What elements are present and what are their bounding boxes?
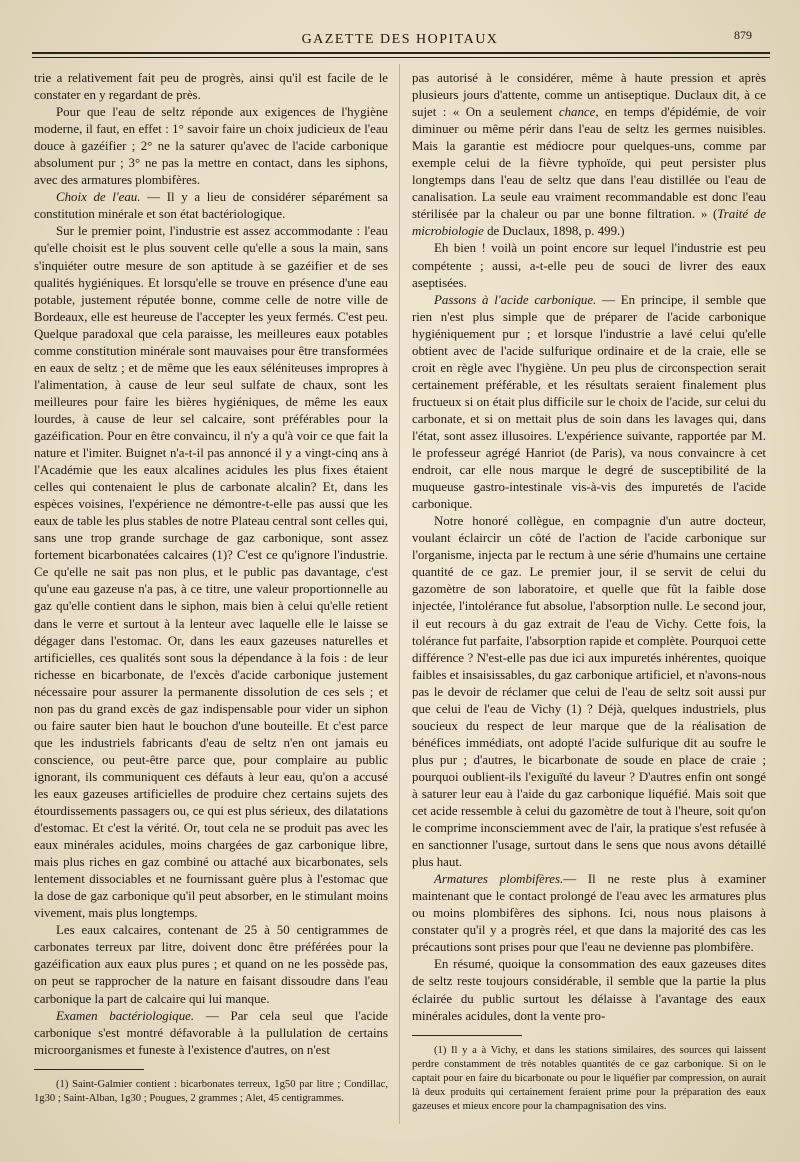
footnote-rule bbox=[412, 1035, 522, 1036]
paragraph: Pour que l'eau de seltz réponde aux exigences de l'hygiène moderne, il faut, en effet : 1° savoir faire un choix judicieux de l'eau douce à gazéifier ; 2° ne la saturer qu'avec de l'acide carbonique absolument pur ; 3° ne pas la mettre en contact, dans les siphons, avec des armatures plombifères. bbox=[34, 105, 388, 188]
paragraph-text: — En principe, il semble que rien n'est plus simple que de préparer de l'acide carbonique hygiéniquement pur ; et lorsque l'industrie a lavé celui qu'elle obtient avec de l'acide sulfurique ordinaire et de la craie, elle se croit en règle avec l'hygiène. Un peu plus de circonspection serait certainement préférable, et les résultats seraient finalement plus fructueux si on était plus difficile sur le choix de l'acide, sur celui du carbonate, et si on mettait plus de soin dans les lavages qui, dans l'état, sont assez illusoires. L'expérience suivante, rapportée par M. le professeur agrégé Hanriot (de Paris), va nous convaincre à cet endroit, car elle nous marque le degré de susceptibilité de la muqueuse gastro-intestinale vis-à-vis des impuretés de l'acide carbonique. bbox=[412, 292, 766, 512]
emphasis: chance bbox=[558, 105, 596, 120]
footnote: (1) Saint-Galmier contient : bicarbonates terreux, 1g50 par litre ; Condillac, 1g30 ; Saint-Alban, 1g30 ; Pougues, 2 grammes ; Alet, 45 centigrammes. bbox=[34, 1078, 388, 1104]
paragraph: trie a relativement fait peu de progrès, ainsi qu'il est facile de le constater en y regardant de près. bbox=[34, 71, 388, 103]
paragraph-text: de Duclaux, 1898, p. 499.) bbox=[483, 224, 625, 239]
paragraph-text: — Il ne reste plus à examiner maintenant que le contact prolongé de l'eau avec les armatures plus ou moins plombifères des siphons. Ici, nous nous plaisons à constater qu'il y a progrès réel, et que dans la majorité des cas les précautions sont prises pour que l'eau ne devienne pas plombifère. bbox=[412, 872, 766, 955]
paragraph bbox=[412, 292, 766, 514]
section-heading: Passons à l'acide carbonique. bbox=[434, 292, 597, 307]
footnote-rule bbox=[34, 1069, 144, 1070]
citation-title: Traité de microbiologie bbox=[412, 207, 766, 239]
header-rule-thick bbox=[32, 52, 770, 54]
paragraph: Les eaux calcaires, contenant de 25 à 50 centigrammes de carbonates terreux par litre, doivent donc être préférées pour la gazéification aux eaux plus pures ; et quand on ne les possède pas, on peut se rapprocher de la nature en faisant dissoudre dans l'eau carbonique la part de calcaire qui lui manque. bbox=[34, 923, 388, 1006]
page-title: GAZETTE DES HOPITAUX bbox=[301, 32, 499, 47]
paragraph-text: — Il y a lieu de considérer séparément sa constitution minérale et son état bactériologique. bbox=[34, 190, 388, 222]
paragraph: En résumé, quoique la consommation des eaux gazeuses dites de seltz reste toujours considérable, il semble que la partie la plus éclairée du public surtout les délaisse à l'avantage des eaux minérales acidules, dont la vente pro- bbox=[412, 957, 766, 1023]
paragraph: Sur le premier point, l'industrie est assez accommodante : l'eau qu'elle choisit est le plus souvent celle qu'elle a sous la main, sans s'inquiéter outre mesure de son aptitude à se gazéifier et de ses qualités hygiéniques. Et lorsqu'elle se trouve en présence d'une eau potable, justement réputée bonne, comme celle de notre ville de Bordeaux, elle est heureuse de l'accepter les yeux fermés. C'est peu. Quelque paradoxal que cela paraisse, les meilleures eaux potables comme constitution minérale sont mauvaises pour être transformées en eaux de seltz ; et de même que les eaux séléniteuses impropres à l'alimentation, à cause de leur seul sulfate de chaux, sont les meilleures pour faire les bières hygiéniques, de même les eaux lourdes, à cause de leur sel calcaire, sont préférables pour la gazéification. Pour en être convaincu, il n'y a qu'à voir ce que fait la nature et l'imiter. Buignet n'a-t-il pas annoncé il y a vingt-cinq ans à l'Académie que les eaux alcalines acidules les plus fixes étaient celles qui contenaient le plus de carbonate alcalin? Et, dans les espèces voisines, l'expérience ne démontre-t-elle pas aussi que les eaux de table les plus stables de notre Plateau central sont celles qui, sans une trop grande surchage de gaz carbonique, sont assez fortement bicarbonatées calcaires (1)? C'est ce qu'ignore l'industrie. Ce qu'elle ne sait pas non plus, et le public pas davantage, c'est qu'une eau gazeuse n'a pas, à ce titre, une valeur proportionnelle au gaz qu'elle contient dans le siphon, mais bien à celui qu'elle retient dans le verre et surtout à la lenteur avec laquelle elle le laisse se dégager dans l'estomac. Or, dans les eaux gazeuses naturelles et artificielles, ces qualités sont sous la dépendance à la fois : de leur richesse en bicarbonate, de l'excès d'acide carbonique justement nécessaire pour assurer la permanente dissolution de ces sels ; et non pas du grand excès de gaz indispensable pour vider un siphon ou faire sauter bien haut le bouchon d'une bouteille. Et c'est parce que les industriels fabricants d'eau de seltz n'en ont jamais eu conscience, ou peut-être parce que, pour complaire au public ignorant, ils communiquent ces défauts à leur eau, qu'on a accusé les eaux gazeuses artificielles de produire chez certains sujets des étourdissements passagers ou, ce qui est plus sérieux, des dilatations d'estomac. Et c'est la vérité. Or, tout cela ne se produit pas avec les eaux minérales acidules, moins chargées de gaz carbonique libre, mais plus riches en gaz combiné ou attaché aux bicarbonates, sels lentement dissociables et ne fournissant guère plus à l'estomac que la dose de gaz carbonique qu'il peut absorber, en le stimulant moins vivement, mais plus longtemps. bbox=[34, 224, 388, 921]
left-column bbox=[34, 70, 388, 1106]
paragraph-text: , en temps d'épidémie, de voir diminuer ou même périr dans l'eau de seltz les germes nuisibles. Mais la garantie est médiocre pour quelques-uns, comme par exemple celui de la fièvre typhoïde, qui peut persister plus longtemps dans l'eau de seltz que dans l'eau distillée ou l'eau de canalisation. La seule eau vraiment recommandable est donc l'eau stérilisée par la chaleur ou par une bonne filtration. » ( bbox=[412, 105, 766, 222]
footnote: (1) Il y a à Vichy, et dans les stations similaires, des sources qui laissent perdre constamment de très notables quantités de ce gaz carbonique. Si on le captait pour en faire du bicarbonate ou pour le liquéfier par compression, on aurait là deux produits qui certainement feraient prime pour la préparation des eaux gazeuses et mieux encore pour la champagnisation des vins. bbox=[412, 1044, 766, 1113]
section-heading: Armatures plombifères. bbox=[434, 872, 564, 887]
paragraph bbox=[412, 871, 766, 956]
header-rule-thin bbox=[32, 57, 770, 58]
column-separator bbox=[399, 64, 400, 1124]
paragraph: Notre honoré collègue, en compagnie d'un autre docteur, voulant éclaircir un côté de l'action de l'acide carbonique sur l'organisme, injecta par le rectum à une série d'humains une certaine quantité de ce gaz. Le premier jour, il se servit de celui du gazomètre de son laboratoire, et quelle que fût la faible dose injectée, l'intolérance fut absolue, l'absorption nulle. Le second jour, il eut recours à du gaz extrait de l'eau de Vichy. Cette fois, la tolérance fut parfaite, l'absorption rapide et complète. Pourquoi cette différence ? N'est-elle pas due ici aux impuretés inhérentes, quoique faibles et insaisissables, du gaz carbonique artificiel, et n'avons-nous pas le devoir de réclamer que celui de l'eau de seltz soit aussi pur que celui de l'eau de Vichy (1) ? Déjà, quelques industriels, plus soucieux du respect de leur marque que de la réalisation de bénéfices immédiats, ont adopté l'acide sulfurique dit au soufre le plus pur ; d'autres, le bicarbonate de soude en place de craie ; pourquoi oublient-ils l'exiguïté du laveur ? D'autres enfin ont songé à saturer leur eau à l'aide du gaz carbonique liquéfié. Mais soit que cet acide ressemble à celui du gazomètre de tout à l'heure, soit qu'on le comprime inconsciemment avec de l'air, la pratique s'est refusée à en sanctionner l'usage, surtout dans le sens que nous avons détaillé plus haut. bbox=[412, 514, 766, 870]
section-heading: Examen bactériologique. bbox=[56, 1008, 195, 1023]
page-number: 879 bbox=[734, 28, 752, 42]
section-heading: Choix de l'eau. bbox=[56, 190, 141, 205]
right-column bbox=[412, 70, 766, 1115]
paragraph bbox=[412, 70, 766, 240]
paragraph-text: — Par cela seul que l'acide carbonique s'est montré défavorable à la pullulation de certains microorganismes et funeste à l'existence d'autres, on n'est bbox=[34, 1008, 388, 1057]
paragraph bbox=[34, 1008, 388, 1059]
paragraph bbox=[34, 189, 388, 223]
paragraph: Eh bien ! voilà un point encore sur lequel l'industrie est peu compétente ; aussi, a-t-elle peu de souci de livrer des eaux aseptisées. bbox=[412, 241, 766, 290]
paragraph-text: pas autorisé à le considérer, même à haute pression et après plusieurs jours d'attente, comme un antiseptique. Duclaux dit, à ce sujet : « On a seulement bbox=[412, 71, 766, 120]
